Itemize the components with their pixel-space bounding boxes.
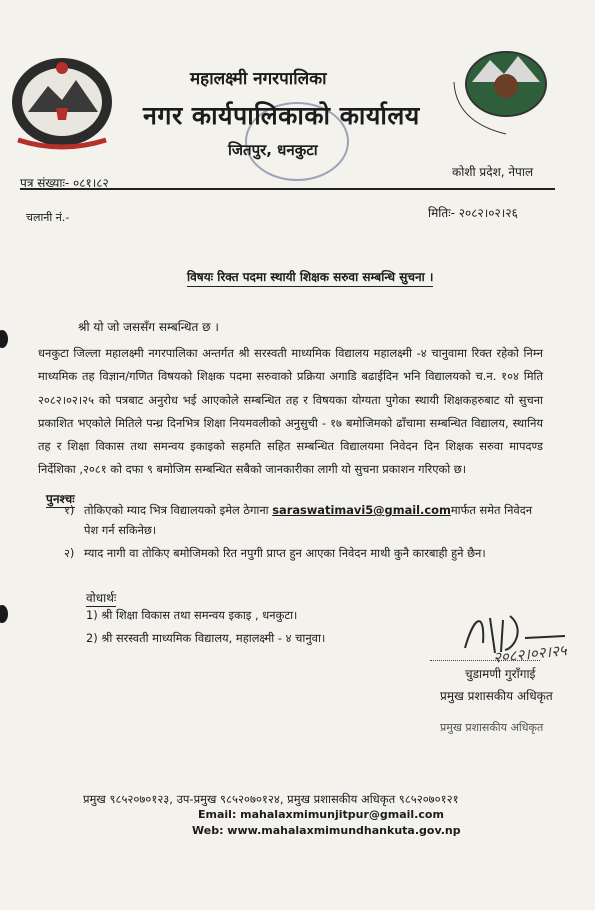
cc-item: 1) श्री शिक्षा विकास तथा समन्वय इकाइ , धनकुटा। — [86, 608, 298, 622]
letter-date: मितिः- २०८२।०२।२६ — [428, 206, 518, 220]
nepal-emblem-icon — [8, 50, 116, 150]
punch-hole — [0, 330, 8, 348]
district: जितपुर, धनकुटा — [228, 141, 318, 159]
cc-label: वोधार्थः — [86, 591, 117, 605]
postscript-item-number: २) — [64, 546, 75, 560]
postscript-item — [64, 543, 544, 563]
footer-phones: प्रमुख ९८५२०७०१२३, उप-प्रमुख ९८५२०७०१२४, प्रमुख प्रशासकीय अधिकृत ९८५२०७०१२१ — [83, 792, 459, 806]
province: कोशी प्रदेश, नेपाल — [452, 165, 534, 179]
punch-hole — [0, 605, 8, 623]
signer-title-stamp: प्रमुख प्रशासकीय अधिकृत — [440, 721, 544, 734]
footer-email[interactable]: Email: mahalaxmimunjitpur@gmail.com — [198, 808, 444, 821]
school-email-link[interactable]: saraswatimavi5@gmail.com — [272, 503, 451, 517]
header-divider — [20, 188, 555, 190]
cc-item: 2) श्री सरस्वती माध्यमिक विद्यालय, महालक्ष्मी - ४ चानुवा। — [86, 631, 326, 645]
signer-name: चुडामणी गुराँगाई — [465, 667, 536, 681]
office-name: नगर कार्यपालिकाको कार्यालय — [143, 101, 420, 130]
postscript-label: पुनश्चः — [46, 492, 75, 506]
org-name: महालक्ष्मी नगरपालिका — [190, 69, 327, 89]
letter-number: पत्र संख्याः- ०८१।८२ — [20, 176, 109, 190]
signer-title: प्रमुख प्रशासकीय अधिकृत — [440, 689, 553, 703]
footer-website[interactable]: Web: www.mahalaxmimundhankuta.gov.np — [192, 824, 461, 837]
signature-dotted-line — [430, 660, 540, 661]
dispatch-number: चलानी नं.- — [26, 211, 70, 224]
salutation: श्री यो जो जससँग सम्बन्धित छ । — [78, 320, 219, 334]
postscript-item-text: म्याद नागी वा तोकिए बमोजिमको रित नपुगी प्राप्त हुन आएका निवेदन माथी कुनै कारबाही हुने छैन। — [84, 546, 486, 560]
postscript-item-text-end: मार्फत समेत निवेदन पेश गर्न सकिनेछ। — [84, 503, 533, 537]
postscript-item-text: तोकिएको म्याद भित्र विद्यालयको इमेल ठेगाना — [84, 503, 273, 517]
postscript-item-number: १) — [64, 503, 75, 517]
municipality-logo-icon — [446, 42, 558, 142]
subject-line: विषयः रिक्त पदमा स्थायी शिक्षक सरुवा सम्बन्धि सुचना । — [187, 268, 433, 287]
signature-date: २०८२।०२।२५ — [492, 641, 568, 667]
postscript-item — [64, 500, 544, 540]
body-paragraph: धनकुटा जिल्ला महालक्ष्मी नगरपालिका अन्तर्गत श्री सरस्वती माध्यमिक विद्यालय महालक्ष्मी -४ चानुवामा रिक्त रहेको निम्न माध्यमिक तह विज्ञान/गणित विषयको शिक्षक पदमा सरुवाको प्रक्रिया अगाडि बढाईदिन भनि विद्यालयको च.न. १०४ मिति २०८२।०२।२५ को पत्रबाट अनुरोध भई आएकोले सम्बन्धित तह र विषयका योग्यता पुगेका स्थायी शिक्षकहरुबाट यो सुचना प्रकाशित भएकोले मितिले पन्ध्र दिनभित्र शिक्षा नियमवलीको अनुसुची - १७ बमोजिमको ढाँचामा सम्बन्धित विद्यालय, स्थानिय तह र शिक्षा विकास तथा समन्वय इकाइको सहमति सहित सम्बन्धित विद्यालयमा निवेदन दिन शिक्षक सरुवा मापदण्ड निर्देशिका ,२०८१ को दफा ९ बमोजिम सम्बन्धित सबैको जानकारीका लागी यो सुचना प्रकाशन गरिएको छ। — [38, 346, 543, 477]
